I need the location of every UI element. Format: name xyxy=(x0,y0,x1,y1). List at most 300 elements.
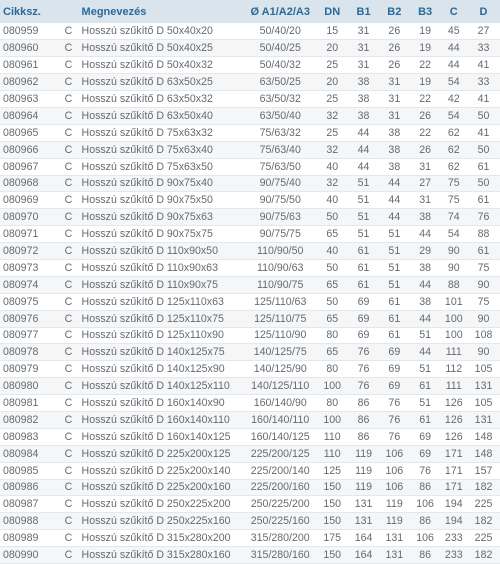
cell-d: 76 xyxy=(467,209,500,226)
cell-item-code: 080960 xyxy=(0,40,62,57)
cell-d: 182 xyxy=(467,513,500,530)
cell-flag: C xyxy=(62,361,79,378)
table-row xyxy=(0,259,500,276)
cell-diameter: 140/125/110 xyxy=(244,378,316,395)
cell-b2: 69 xyxy=(379,361,410,378)
cell-b3: 76 xyxy=(410,462,441,479)
cell-diameter: 315/280/200 xyxy=(244,530,316,547)
cell-b1: 61 xyxy=(348,276,379,293)
cell-b1: 76 xyxy=(348,344,379,361)
table-row xyxy=(0,547,500,564)
cell-b2: 31 xyxy=(379,107,410,124)
cell-d: 61 xyxy=(467,243,500,260)
cell-c: 44 xyxy=(441,57,468,74)
cell-d: 105 xyxy=(467,395,500,412)
cell-dn: 110 xyxy=(316,445,348,462)
cell-b1: 51 xyxy=(348,192,379,209)
table-row xyxy=(0,158,500,175)
cell-d: 41 xyxy=(467,91,500,108)
cell-b2: 131 xyxy=(379,530,410,547)
cell-d: 182 xyxy=(467,547,500,564)
cell-b1: 131 xyxy=(348,496,379,513)
cell-c: 75 xyxy=(441,175,468,192)
cell-d: 27 xyxy=(467,23,500,40)
cell-b1: 51 xyxy=(348,226,379,243)
cell-item-code: 080976 xyxy=(0,310,62,327)
cell-diameter: 140/125/75 xyxy=(244,344,316,361)
cell-b1: 38 xyxy=(348,91,379,108)
cell-d: 148 xyxy=(467,445,500,462)
cell-item-code: 080973 xyxy=(0,259,62,276)
cell-flag: C xyxy=(62,276,79,293)
cell-dn: 100 xyxy=(316,378,348,395)
cell-item-code: 080961 xyxy=(0,57,62,74)
cell-dn: 65 xyxy=(316,344,348,361)
cell-c: 194 xyxy=(441,496,468,513)
table-row xyxy=(0,107,500,124)
cell-b1: 86 xyxy=(348,411,379,428)
cell-diameter: 50/40/32 xyxy=(244,57,316,74)
cell-b2: 106 xyxy=(379,445,410,462)
cell-b3: 19 xyxy=(410,40,441,57)
cell-b3: 19 xyxy=(410,74,441,91)
table-row xyxy=(0,192,500,209)
cell-b3: 29 xyxy=(410,243,441,260)
cell-b1: 69 xyxy=(348,327,379,344)
cell-b1: 38 xyxy=(348,107,379,124)
cell-b3: 27 xyxy=(410,175,441,192)
cell-b1: 69 xyxy=(348,293,379,310)
cell-b3: 26 xyxy=(410,107,441,124)
table-row xyxy=(0,276,500,293)
cell-b3: 31 xyxy=(410,192,441,209)
cell-product-name: Hosszú szűkítő D 315x280x160 xyxy=(79,547,245,564)
cell-item-code: 080990 xyxy=(0,547,62,564)
table-row xyxy=(0,23,500,40)
cell-flag: C xyxy=(62,395,79,412)
cell-c: 233 xyxy=(441,530,468,547)
cell-flag: C xyxy=(62,547,79,564)
cell-dn: 125 xyxy=(316,462,348,479)
table-row xyxy=(0,428,500,445)
cell-item-code: 080968 xyxy=(0,175,62,192)
cell-product-name: Hosszú szűkítő D 160x140x90 xyxy=(79,395,245,412)
cell-b2: 106 xyxy=(379,462,410,479)
cell-diameter: 125/110/75 xyxy=(244,310,316,327)
cell-dn: 32 xyxy=(316,107,348,124)
cell-flag: C xyxy=(62,40,79,57)
cell-b3: 44 xyxy=(410,344,441,361)
header-flag xyxy=(62,0,79,23)
header-name: Megnevezés xyxy=(79,0,245,23)
cell-flag: C xyxy=(62,327,79,344)
cell-diameter: 75/63/40 xyxy=(244,141,316,158)
table-row xyxy=(0,293,500,310)
cell-flag: C xyxy=(62,91,79,108)
cell-dn: 150 xyxy=(316,547,348,564)
cell-b3: 61 xyxy=(410,378,441,395)
cell-c: 171 xyxy=(441,462,468,479)
table-row xyxy=(0,310,500,327)
cell-diameter: 75/63/32 xyxy=(244,124,316,141)
table-row xyxy=(0,462,500,479)
cell-diameter: 125/110/63 xyxy=(244,293,316,310)
header-dn: DN xyxy=(316,0,348,23)
cell-product-name: Hosszú szűkítő D 250x225x160 xyxy=(79,513,245,530)
cell-d: 148 xyxy=(467,428,500,445)
cell-c: 42 xyxy=(441,91,468,108)
cell-d: 75 xyxy=(467,293,500,310)
cell-item-code: 080974 xyxy=(0,276,62,293)
cell-c: 233 xyxy=(441,547,468,564)
cell-b2: 61 xyxy=(379,310,410,327)
cell-diameter: 50/40/25 xyxy=(244,40,316,57)
cell-diameter: 63/50/40 xyxy=(244,107,316,124)
cell-diameter: 225/200/125 xyxy=(244,445,316,462)
cell-b1: 51 xyxy=(348,209,379,226)
cell-c: 171 xyxy=(441,479,468,496)
cell-flag: C xyxy=(62,243,79,260)
cell-product-name: Hosszú szűkítő D 160x140x125 xyxy=(79,428,245,445)
cell-b3: 51 xyxy=(410,327,441,344)
cell-b2: 38 xyxy=(379,158,410,175)
table-row xyxy=(0,226,500,243)
cell-c: 126 xyxy=(441,395,468,412)
cell-item-code: 080963 xyxy=(0,91,62,108)
header-row xyxy=(0,0,500,23)
cell-c: 90 xyxy=(441,259,468,276)
cell-b1: 86 xyxy=(348,428,379,445)
cell-c: 54 xyxy=(441,107,468,124)
cell-diameter: 225/200/160 xyxy=(244,479,316,496)
cell-flag: C xyxy=(62,175,79,192)
table-row xyxy=(0,141,500,158)
cell-diameter: 63/50/32 xyxy=(244,91,316,108)
cell-d: 131 xyxy=(467,411,500,428)
cell-d: 33 xyxy=(467,74,500,91)
cell-product-name: Hosszú szűkítő D 50x40x20 xyxy=(79,23,245,40)
cell-product-name: Hosszú szűkítő D 125x110x63 xyxy=(79,293,245,310)
cell-c: 88 xyxy=(441,276,468,293)
table-row xyxy=(0,479,500,496)
cell-b1: 164 xyxy=(348,530,379,547)
cell-c: 111 xyxy=(441,378,468,395)
table-row xyxy=(0,74,500,91)
cell-product-name: Hosszú szűkítő D 225x200x140 xyxy=(79,462,245,479)
cell-b1: 38 xyxy=(348,74,379,91)
cell-item-code: 080979 xyxy=(0,361,62,378)
cell-c: 126 xyxy=(441,428,468,445)
cell-b2: 106 xyxy=(379,479,410,496)
cell-item-code: 080969 xyxy=(0,192,62,209)
cell-product-name: Hosszú szűkítő D 110x90x50 xyxy=(79,243,245,260)
cell-flag: C xyxy=(62,411,79,428)
cell-b3: 44 xyxy=(410,226,441,243)
cell-dn: 80 xyxy=(316,361,348,378)
cell-product-name: Hosszú szűkítő D 63x50x25 xyxy=(79,74,245,91)
cell-d: 131 xyxy=(467,378,500,395)
cell-b1: 119 xyxy=(348,479,379,496)
cell-flag: C xyxy=(62,530,79,547)
cell-item-code: 080983 xyxy=(0,428,62,445)
cell-b2: 51 xyxy=(379,243,410,260)
cell-diameter: 90/75/63 xyxy=(244,209,316,226)
cell-c: 54 xyxy=(441,74,468,91)
cell-c: 75 xyxy=(441,192,468,209)
cell-product-name: Hosszú szűkítő D 140x125x75 xyxy=(79,344,245,361)
cell-dn: 65 xyxy=(316,226,348,243)
table-row xyxy=(0,209,500,226)
cell-b2: 26 xyxy=(379,23,410,40)
cell-item-code: 080981 xyxy=(0,395,62,412)
cell-product-name: Hosszú szűkítő D 50x40x25 xyxy=(79,40,245,57)
cell-c: 45 xyxy=(441,23,468,40)
cell-diameter: 110/90/50 xyxy=(244,243,316,260)
cell-c: 126 xyxy=(441,411,468,428)
cell-c: 62 xyxy=(441,124,468,141)
cell-b2: 44 xyxy=(379,175,410,192)
cell-b1: 31 xyxy=(348,23,379,40)
header-b1: B1 xyxy=(348,0,379,23)
cell-diameter: 125/110/90 xyxy=(244,327,316,344)
cell-b2: 44 xyxy=(379,192,410,209)
cell-product-name: Hosszú szűkítő D 75x63x40 xyxy=(79,141,245,158)
cell-b1: 76 xyxy=(348,361,379,378)
table-body xyxy=(0,23,500,564)
cell-product-name: Hosszú szűkítő D 250x225x200 xyxy=(79,496,245,513)
cell-product-name: Hosszú szűkítő D 75x63x50 xyxy=(79,158,245,175)
table-row xyxy=(0,175,500,192)
cell-b1: 44 xyxy=(348,141,379,158)
cell-item-code: 080971 xyxy=(0,226,62,243)
cell-flag: C xyxy=(62,310,79,327)
cell-product-name: Hosszú szűkítő D 110x90x63 xyxy=(79,259,245,276)
cell-b2: 69 xyxy=(379,378,410,395)
cell-d: 90 xyxy=(467,344,500,361)
cell-b1: 119 xyxy=(348,462,379,479)
cell-flag: C xyxy=(62,496,79,513)
cell-d: 41 xyxy=(467,57,500,74)
table-row xyxy=(0,327,500,344)
cell-item-code: 080966 xyxy=(0,141,62,158)
cell-b1: 51 xyxy=(348,175,379,192)
cell-d: 75 xyxy=(467,259,500,276)
cell-dn: 32 xyxy=(316,175,348,192)
cell-item-code: 080982 xyxy=(0,411,62,428)
cell-item-code: 080962 xyxy=(0,74,62,91)
cell-d: 88 xyxy=(467,226,500,243)
cell-b2: 51 xyxy=(379,276,410,293)
cell-b2: 26 xyxy=(379,57,410,74)
cell-product-name: Hosszú szűkítő D 140x125x110 xyxy=(79,378,245,395)
cell-d: 41 xyxy=(467,124,500,141)
cell-diameter: 140/125/90 xyxy=(244,361,316,378)
cell-b3: 106 xyxy=(410,530,441,547)
cell-b3: 19 xyxy=(410,23,441,40)
cell-diameter: 63/50/25 xyxy=(244,74,316,91)
table-row xyxy=(0,445,500,462)
cell-c: 100 xyxy=(441,327,468,344)
cell-item-code: 080985 xyxy=(0,462,62,479)
cell-diameter: 110/90/63 xyxy=(244,259,316,276)
cell-diameter: 110/90/75 xyxy=(244,276,316,293)
cell-flag: C xyxy=(62,428,79,445)
cell-dn: 150 xyxy=(316,479,348,496)
cell-dn: 110 xyxy=(316,428,348,445)
cell-b1: 76 xyxy=(348,378,379,395)
cell-c: 44 xyxy=(441,40,468,57)
cell-b2: 38 xyxy=(379,124,410,141)
cell-product-name: Hosszú szűkítő D 75x63x32 xyxy=(79,124,245,141)
table-row xyxy=(0,57,500,74)
cell-b2: 76 xyxy=(379,395,410,412)
cell-b2: 69 xyxy=(379,344,410,361)
cell-product-name: Hosszú szűkítő D 125x110x75 xyxy=(79,310,245,327)
cell-product-name: Hosszú szűkítő D 90x75x63 xyxy=(79,209,245,226)
cell-b1: 119 xyxy=(348,445,379,462)
cell-item-code: 080987 xyxy=(0,496,62,513)
cell-c: 100 xyxy=(441,310,468,327)
cell-dn: 20 xyxy=(316,74,348,91)
cell-d: 105 xyxy=(467,361,500,378)
cell-item-code: 080977 xyxy=(0,327,62,344)
cell-flag: C xyxy=(62,74,79,91)
cell-flag: C xyxy=(62,293,79,310)
cell-item-code: 080975 xyxy=(0,293,62,310)
cell-b3: 51 xyxy=(410,361,441,378)
cell-dn: 50 xyxy=(316,293,348,310)
cell-c: 111 xyxy=(441,344,468,361)
cell-flag: C xyxy=(62,141,79,158)
cell-dn: 80 xyxy=(316,327,348,344)
cell-b1: 31 xyxy=(348,40,379,57)
cell-b3: 38 xyxy=(410,259,441,276)
cell-diameter: 225/200/140 xyxy=(244,462,316,479)
cell-d: 182 xyxy=(467,479,500,496)
header-c: C xyxy=(441,0,468,23)
cell-flag: C xyxy=(62,23,79,40)
cell-product-name: Hosszú szűkítő D 225x200x160 xyxy=(79,479,245,496)
cell-b3: 22 xyxy=(410,124,441,141)
cell-diameter: 160/140/125 xyxy=(244,428,316,445)
cell-d: 225 xyxy=(467,530,500,547)
cell-flag: C xyxy=(62,57,79,74)
cell-d: 157 xyxy=(467,462,500,479)
cell-dn: 40 xyxy=(316,243,348,260)
cell-item-code: 080970 xyxy=(0,209,62,226)
cell-diameter: 250/225/200 xyxy=(244,496,316,513)
header-b2: B2 xyxy=(379,0,410,23)
cell-dn: 20 xyxy=(316,40,348,57)
cell-diameter: 160/140/110 xyxy=(244,411,316,428)
cell-d: 33 xyxy=(467,40,500,57)
cell-flag: C xyxy=(62,226,79,243)
cell-c: 62 xyxy=(441,141,468,158)
cell-flag: C xyxy=(62,462,79,479)
cell-b3: 69 xyxy=(410,445,441,462)
cell-b3: 106 xyxy=(410,496,441,513)
cell-b3: 61 xyxy=(410,411,441,428)
cell-d: 50 xyxy=(467,141,500,158)
cell-flag: C xyxy=(62,192,79,209)
table-row xyxy=(0,124,500,141)
cell-dn: 25 xyxy=(316,124,348,141)
cell-b3: 31 xyxy=(410,158,441,175)
cell-diameter: 90/75/40 xyxy=(244,175,316,192)
cell-flag: C xyxy=(62,107,79,124)
table-row xyxy=(0,530,500,547)
cell-diameter: 75/63/50 xyxy=(244,158,316,175)
cell-b1: 44 xyxy=(348,158,379,175)
cell-d: 61 xyxy=(467,192,500,209)
cell-c: 194 xyxy=(441,513,468,530)
cell-item-code: 080989 xyxy=(0,530,62,547)
cell-c: 101 xyxy=(441,293,468,310)
cell-flag: C xyxy=(62,479,79,496)
cell-d: 50 xyxy=(467,107,500,124)
cell-product-name: Hosszú szűkítő D 225x200x125 xyxy=(79,445,245,462)
cell-b2: 31 xyxy=(379,74,410,91)
cell-flag: C xyxy=(62,124,79,141)
cell-c: 74 xyxy=(441,209,468,226)
cell-d: 50 xyxy=(467,175,500,192)
header-diameter: Ø A1/A2/A3 xyxy=(244,0,316,23)
cell-dn: 25 xyxy=(316,91,348,108)
cell-flag: C xyxy=(62,378,79,395)
cell-diameter: 250/225/160 xyxy=(244,513,316,530)
cell-b3: 26 xyxy=(410,141,441,158)
cell-product-name: Hosszú szűkítő D 90x75x75 xyxy=(79,226,245,243)
cell-b2: 131 xyxy=(379,547,410,564)
cell-b1: 86 xyxy=(348,395,379,412)
cell-b1: 61 xyxy=(348,259,379,276)
cell-diameter: 90/75/50 xyxy=(244,192,316,209)
cell-c: 90 xyxy=(441,243,468,260)
cell-flag: C xyxy=(62,513,79,530)
table-row xyxy=(0,91,500,108)
cell-dn: 15 xyxy=(316,23,348,40)
table-row xyxy=(0,411,500,428)
cell-c: 112 xyxy=(441,361,468,378)
cell-c: 54 xyxy=(441,226,468,243)
table-row xyxy=(0,513,500,530)
cell-product-name: Hosszú szűkítő D 110x90x75 xyxy=(79,276,245,293)
cell-c: 62 xyxy=(441,158,468,175)
cell-b2: 26 xyxy=(379,40,410,57)
cell-flag: C xyxy=(62,344,79,361)
cell-d: 90 xyxy=(467,310,500,327)
cell-d: 108 xyxy=(467,327,500,344)
cell-product-name: Hosszú szűkítő D 90x75x40 xyxy=(79,175,245,192)
cell-item-code: 080964 xyxy=(0,107,62,124)
cell-dn: 65 xyxy=(316,276,348,293)
cell-dn: 65 xyxy=(316,310,348,327)
cell-b2: 31 xyxy=(379,91,410,108)
cell-b3: 86 xyxy=(410,479,441,496)
cell-b2: 44 xyxy=(379,209,410,226)
cell-b3: 44 xyxy=(410,276,441,293)
cell-dn: 100 xyxy=(316,411,348,428)
cell-product-name: Hosszú szűkítő D 90x75x50 xyxy=(79,192,245,209)
cell-product-name: Hosszú szűkítő D 160x140x110 xyxy=(79,411,245,428)
cell-b3: 86 xyxy=(410,513,441,530)
cell-flag: C xyxy=(62,445,79,462)
cell-d: 61 xyxy=(467,158,500,175)
table-row xyxy=(0,40,500,57)
cell-b1: 31 xyxy=(348,57,379,74)
cell-diameter: 315/280/160 xyxy=(244,547,316,564)
cell-d: 90 xyxy=(467,276,500,293)
